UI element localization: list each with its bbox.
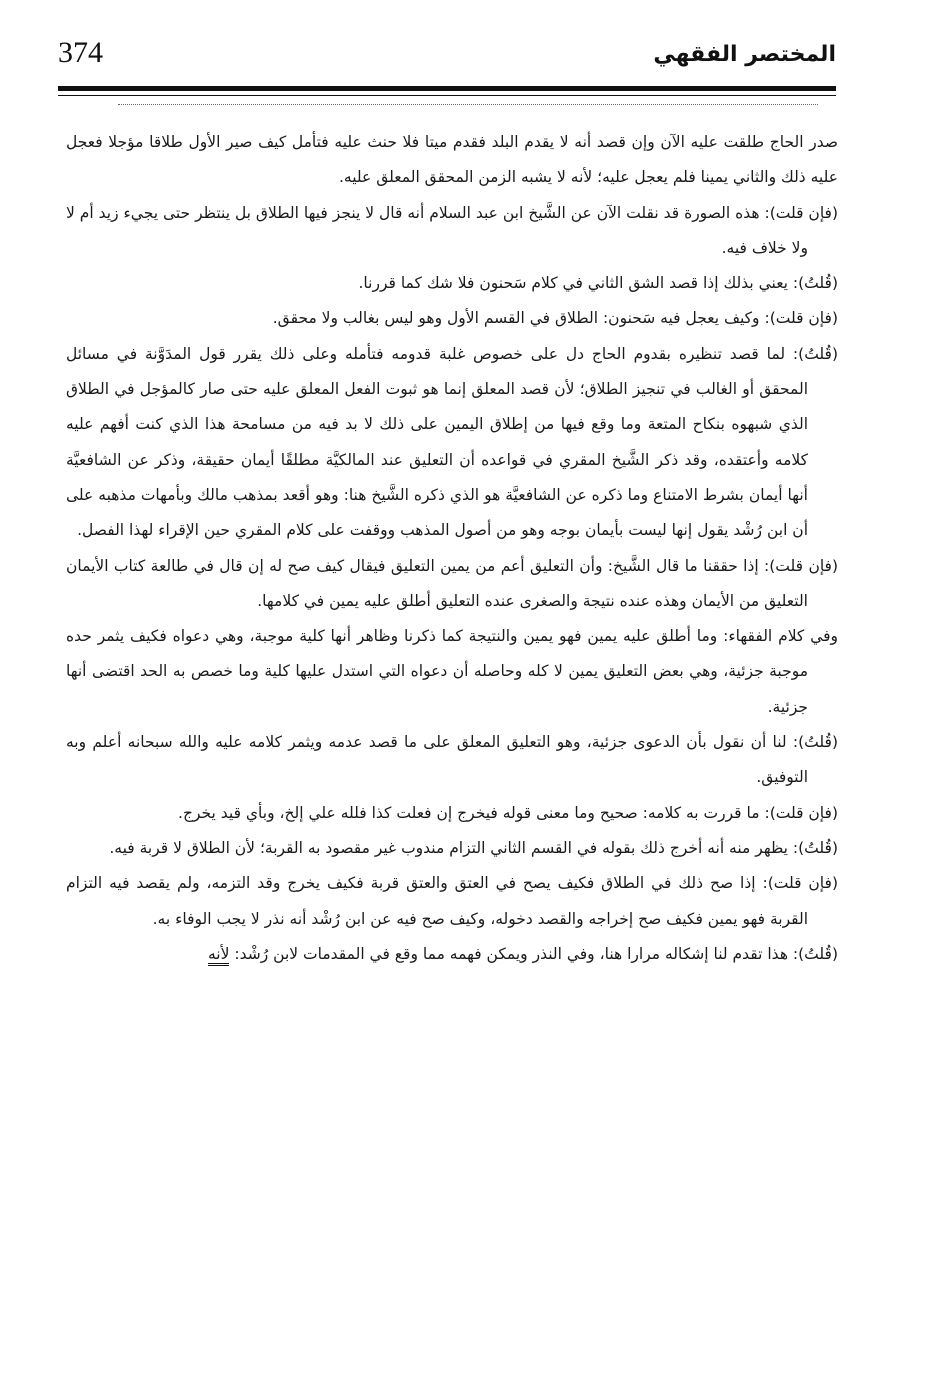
paragraph-12-text: (قُلتُ): هذا تقدم لنا إشكاله مرارا هنا، وفي النذر ويمكن فهمه مما وقع في المقدمات لابن رُشْد:	[234, 944, 838, 963]
header-rule-thin	[58, 95, 836, 96]
header-rule-thick	[58, 86, 836, 91]
paragraph-11: (فإن قلت): إذا صح ذلك في الطلاق فكيف يصح في العتق والعتق قربة فكيف يخرج وقد التزمه، ولم يقصد فيه التزام القربة فهو يمين فكيف صح إخراجه والقصد دخوله، وكيف صح فيه عن ابن رُشْد أنه نذر لا يجب الوفاء به.	[66, 874, 838, 928]
paragraph-9: (فإن قلت): ما قررت به كلامه: صحيح وما معنى قوله فيخرج إن فعلت كذا فلله علي إلخ، وبأي قيد يخرج.	[178, 803, 838, 822]
paragraph-4: (فإن قلت): وكيف يعجل فيه سَحنون: الطلاق في القسم الأول وهو ليس بغالب ولا محقق.	[272, 309, 838, 328]
paragraph-12	[66, 937, 838, 972]
paragraph-3: (قُلتُ): يعني بذلك إذا قصد الشق الثاني في كلام سَحنون فلا شك كما قررنا.	[358, 274, 838, 293]
paragraph-5: (قُلتُ): لما قصد تنظيره بقدوم الحاج دل على خصوص غلبة قدومه فتأمله وعلى ذلك يقرر قول المدَوَّنة في مسائل المحقق أو الغالب في تنجيز الطلاق؛ لأن قصد المعلق إنما هو ثبوت الفعل المعلق عليه حتى صار كالمؤجل في الطلاق الذي شبهوه بنكاح المتعة وما وقع فيها من إطلاق اليمين على ذلك لا بد فيه من مسامحة هذا الذي كنت أفهم عليه كلامه وأعتقده، وقد ذكر الشَّيخ المقري في قواعده أن التعليق عند المالكيَّة مطلقًا أيمان حقيقة، وذكر عن الشافعيَّة أنها أيمان بشرط الامتناع وما ذكره عن الشافعيَّة هو الذي ذكره الشَّيخ هنا: وهو أقعد بمذهب مالك وبأمهات مذهبه على أن ابن رُشْد يقول إنها ليست بأيمان بوجه وهو من أصول المذهب ووقفت على كلام المقري حين الإقراء لهذا الفصل.	[66, 344, 838, 540]
paragraph-7: وفي كلام الفقهاء: وما أطلق عليه يمين فهو يمين والنتيجة كما ذكرنا وظاهر أنها كلية موجبة، وهي دعواه فكيف يثمر حده موجبة جزئية، وهي بعض التعليق يمين لا كله وحاصله أن دعواه التي استدل عليها كلية وما خصص به الحد اقتضى أنها جزئية.	[66, 627, 838, 716]
paragraph-1: صدر الحاج طلقت عليه الآن وإن قصد أنه لا يقدم البلد فقدم ميتا فلا حنث عليه فتأمل كيف صير الأول طلاقا مؤجلا فعجل عليه ذلك والثاني يمينا فلم يعجل عليه؛ لأنه لا يشبه الزمن المحقق المعلق عليه.	[66, 133, 838, 187]
header-dotted-rule	[118, 104, 818, 105]
paragraph-6: (فإن قلت): إذا حققنا ما قال الشَّيخ: وأن التعليق أعم من يمين التعليق فيقال كيف صح له إن قال في طالعة كتاب الأيمان التعليق من الأيمان وهذه عنده نتيجة والصغرى عنده التعليق أطلق عليه يمين في كلامها.	[66, 556, 838, 610]
body-text	[66, 125, 838, 972]
running-title: المختصر الفقهي	[653, 42, 836, 67]
catchword: لأنه	[208, 945, 229, 966]
paragraph-8: (قُلتُ): لنا أن نقول بأن الدعوى جزئية، وهو التعليق المعلق على ما قصد عدمه ويثمر كلامه عليه والله سبحانه أعلم وبه التوفيق.	[66, 733, 838, 787]
page-number: 374	[58, 36, 103, 69]
paragraph-2: (فإن قلت): هذه الصورة قد نقلت الآن عن الشَّيخ ابن عبد السلام أنه قال لا ينجز فيها الطلاق بل ينتظر حتى يجيء زيد أم لا ولا خلاف فيه.	[66, 203, 838, 257]
paragraph-10: (قُلتُ): يظهر منه أنه أخرج ذلك بقوله في القسم الثاني التزام مندوب غير مقصود به القربة؛ لأن الطلاق لا قربة فيه.	[109, 838, 838, 857]
